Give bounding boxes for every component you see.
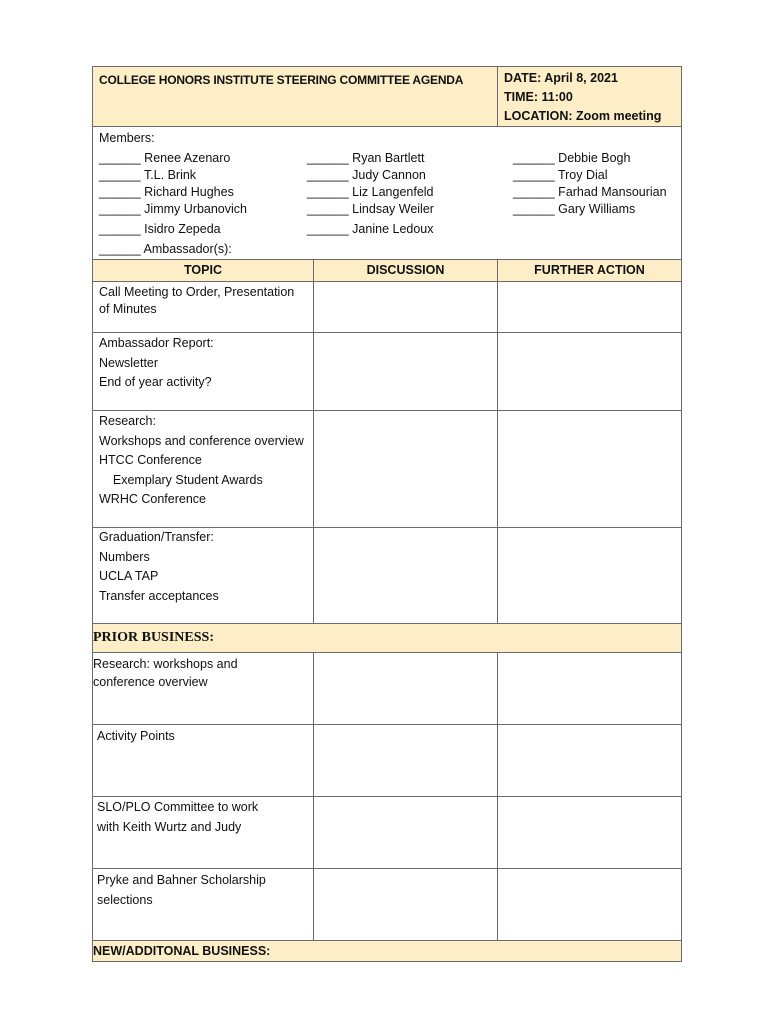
topic-line: with Keith Wurtz and Judy — [97, 819, 242, 834]
prior-topic-cell — [92, 652, 314, 725]
prior-topic-cell — [92, 724, 314, 797]
members-block — [92, 126, 682, 260]
topic-line: Research: — [99, 414, 156, 428]
column-header-further-action-label: FURTHER ACTION — [534, 263, 645, 277]
member-entry: ______ Liz Langenfeld — [307, 185, 434, 199]
topic-line: Activity Points — [97, 729, 175, 743]
meeting-time: TIME: 11:00 — [504, 90, 573, 104]
member-entry: ______ Ryan Bartlett — [307, 151, 425, 165]
member-entry: ______ Richard Hughes — [99, 185, 234, 199]
discussion-cell[interactable] — [313, 652, 498, 725]
meeting-date: DATE: April 8, 2021 — [504, 71, 618, 85]
new-business-label: NEW/ADDITONAL BUSINESS: — [93, 944, 271, 958]
member-entry: ______ Isidro Zepeda — [99, 222, 221, 236]
discussion-cell[interactable] — [313, 724, 498, 797]
column-header-discussion — [313, 259, 498, 282]
discussion-cell[interactable] — [313, 868, 498, 941]
further-action-cell[interactable] — [497, 652, 682, 725]
further-action-cell[interactable] — [497, 527, 682, 624]
column-header-discussion-label: DISCUSSION — [366, 263, 445, 277]
topic-line: conference overview — [93, 675, 208, 689]
agenda-topic — [99, 334, 214, 393]
members-column-2 — [307, 150, 434, 238]
topic-line: Numbers — [99, 549, 150, 564]
member-entry: ______ Gary Williams — [513, 202, 636, 216]
agenda-topic — [99, 528, 219, 606]
topic-line: Pryke and Bahner Scholarship — [97, 873, 266, 887]
member-entry: ______ Jimmy Urbanovich — [99, 202, 247, 216]
member-entry: ______ Renee Azenaro — [99, 151, 231, 165]
new-business-header — [92, 940, 682, 962]
topic-line: Ambassador Report: — [99, 336, 214, 350]
topic-line: SLO/PLO Committee to work — [97, 800, 259, 814]
prior-business-label: PRIOR BUSINESS: — [93, 630, 214, 645]
further-action-cell[interactable] — [497, 410, 682, 528]
topic-line: selections — [97, 892, 153, 907]
prior-topic — [93, 655, 238, 691]
topic-line: Call Meeting to Order, Presentation — [99, 285, 295, 299]
prior-topic-cell — [92, 796, 314, 869]
member-entry: ______ Troy Dial — [513, 168, 608, 182]
topic-line: UCLA TAP — [99, 569, 159, 583]
topic-line: WRHC Conference — [99, 492, 206, 506]
further-action-cell[interactable] — [497, 332, 682, 411]
prior-business-header — [92, 623, 682, 653]
agenda-topic — [99, 284, 294, 318]
further-action-cell[interactable] — [497, 796, 682, 869]
agenda-topic — [99, 412, 304, 510]
topic-line: Newsletter — [99, 355, 159, 370]
column-header-topic-label: TOPIC — [184, 263, 222, 277]
topic-line: of Minutes — [99, 302, 157, 316]
topic-line: Graduation/Transfer: — [99, 530, 214, 544]
member-entry: ______ Judy Cannon — [307, 168, 426, 182]
members-label: Members: — [99, 131, 155, 145]
discussion-cell[interactable] — [313, 410, 498, 528]
agenda-title: COLLEGE HONORS INSTITUTE STEERING COMMITTEE AGENDA — [99, 73, 464, 87]
member-entry: ______ T.L. Brink — [99, 168, 197, 182]
topic-line: Research: workshops and — [93, 657, 238, 671]
member-entry: ______ Lindsay Weiler — [307, 202, 434, 216]
agenda-topic-cell — [92, 410, 314, 528]
further-action-cell[interactable] — [497, 724, 682, 797]
agenda-topic-cell — [92, 527, 314, 624]
discussion-cell[interactable] — [313, 332, 498, 411]
agenda-title-cell — [92, 66, 498, 127]
prior-topic — [97, 727, 175, 747]
members-column-3 — [513, 150, 667, 218]
prior-topic — [97, 798, 258, 837]
topic-line: Exemplary Student Awards — [99, 472, 263, 487]
further-action-cell[interactable] — [497, 281, 682, 333]
discussion-cell[interactable] — [313, 281, 498, 333]
column-header-topic — [92, 259, 314, 282]
member-entry: ______ Ambassador(s): — [99, 242, 232, 256]
members-column-1 — [99, 150, 247, 258]
agenda-topic-cell — [92, 332, 314, 411]
column-header-further-action — [497, 259, 682, 282]
topic-line: End of year activity? — [99, 375, 212, 389]
topic-line: HTCC Conference — [99, 453, 202, 467]
topic-line: Workshops and conference overview — [99, 433, 304, 448]
prior-topic-cell — [92, 868, 314, 941]
member-entry: ______ Debbie Bogh — [513, 151, 631, 165]
meeting-location: LOCATION: Zoom meeting — [504, 109, 662, 123]
discussion-cell[interactable] — [313, 527, 498, 624]
agenda-topic-cell — [92, 281, 314, 333]
further-action-cell[interactable] — [497, 868, 682, 941]
member-entry: ______ Janine Ledoux — [307, 222, 434, 236]
discussion-cell[interactable] — [313, 796, 498, 869]
member-entry: ______ Farhad Mansourian — [513, 185, 667, 199]
topic-line: Transfer acceptances — [99, 588, 219, 603]
meeting-info-cell — [497, 66, 682, 127]
prior-topic — [97, 871, 266, 910]
